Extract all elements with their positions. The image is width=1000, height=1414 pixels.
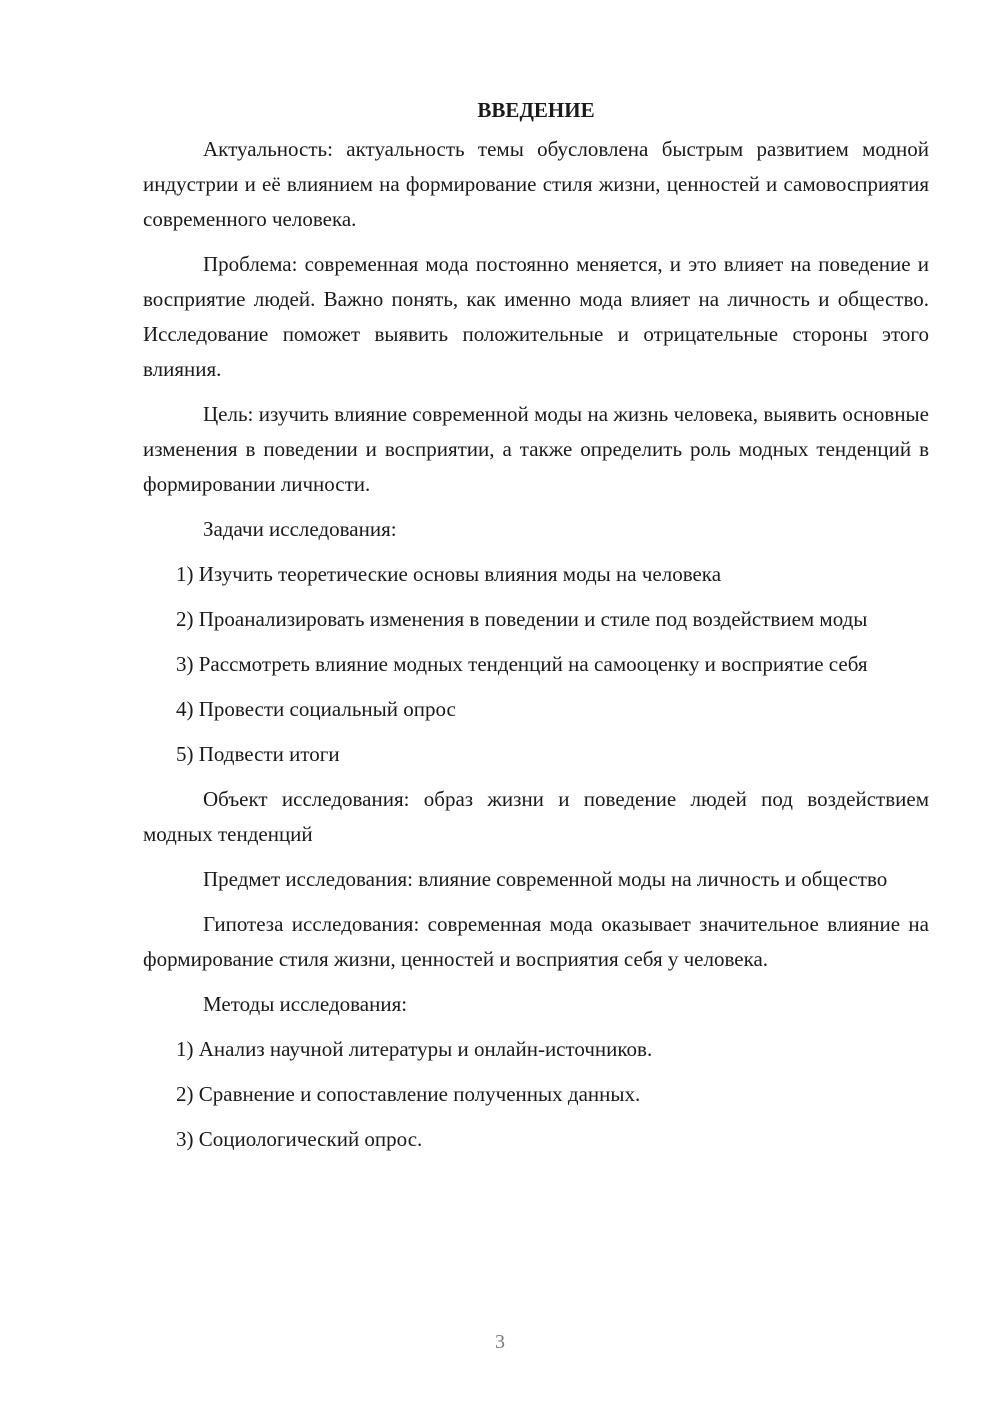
hypothesis-paragraph: Гипотеза исследования: современная мода оказывает значительное влияние на формирование стиля жизни, ценностей и восприятия себя у человека. — [143, 912, 929, 971]
subject-paragraph: Предмет исследования: влияние современной моды на личность и общество — [203, 867, 888, 891]
problem-paragraph: Проблема: современная мода постоянно меняется, и это влияет на поведение и восприятие людей. Важно понять, как именно мода влияет на личность и общество. Исследование поможет выявить положительные и отрицательные стороны этого влияния. — [143, 252, 929, 381]
section-title: ВВЕДЕНИЕ — [477, 98, 595, 122]
task-item-3: 3) Рассмотреть влияние модных тенденций на самооценку и восприятие себя — [176, 652, 868, 676]
tasks-heading: Задачи исследования: — [203, 517, 397, 541]
goal-paragraph: Цель: изучить влияние современной моды на жизнь человека, выявить основные изменения в поведении и восприятии, а также определить роль модных тенденций в формировании личности. — [143, 402, 929, 496]
task-item-4: 4) Провести социальный опрос — [176, 697, 456, 721]
object-paragraph: Объект исследования: образ жизни и поведение людей под воздействием модных тенденций — [143, 787, 929, 846]
method-item-1: 1) Анализ научной литературы и онлайн-источников. — [176, 1037, 653, 1061]
document-page — [143, 92, 929, 1167]
task-item-1: 1) Изучить теоретические основы влияния моды на человека — [176, 562, 722, 586]
task-item-2: 2) Проанализировать изменения в поведении и стиле под воздействием моды — [176, 607, 868, 631]
task-item-5: 5) Подвести итоги — [176, 742, 340, 766]
page-number: 3 — [495, 1331, 505, 1353]
method-item-2: 2) Сравнение и сопоставление полученных данных. — [176, 1082, 641, 1106]
relevance-paragraph: Актуальность: актуальность темы обусловлена быстрым развитием модной индустрии и её влиянием на формирование стиля жизни, ценностей и самовосприятия современного человека. — [143, 137, 929, 231]
method-item-3: 3) Социологический опрос. — [176, 1127, 423, 1151]
methods-heading: Методы исследования: — [203, 992, 408, 1016]
